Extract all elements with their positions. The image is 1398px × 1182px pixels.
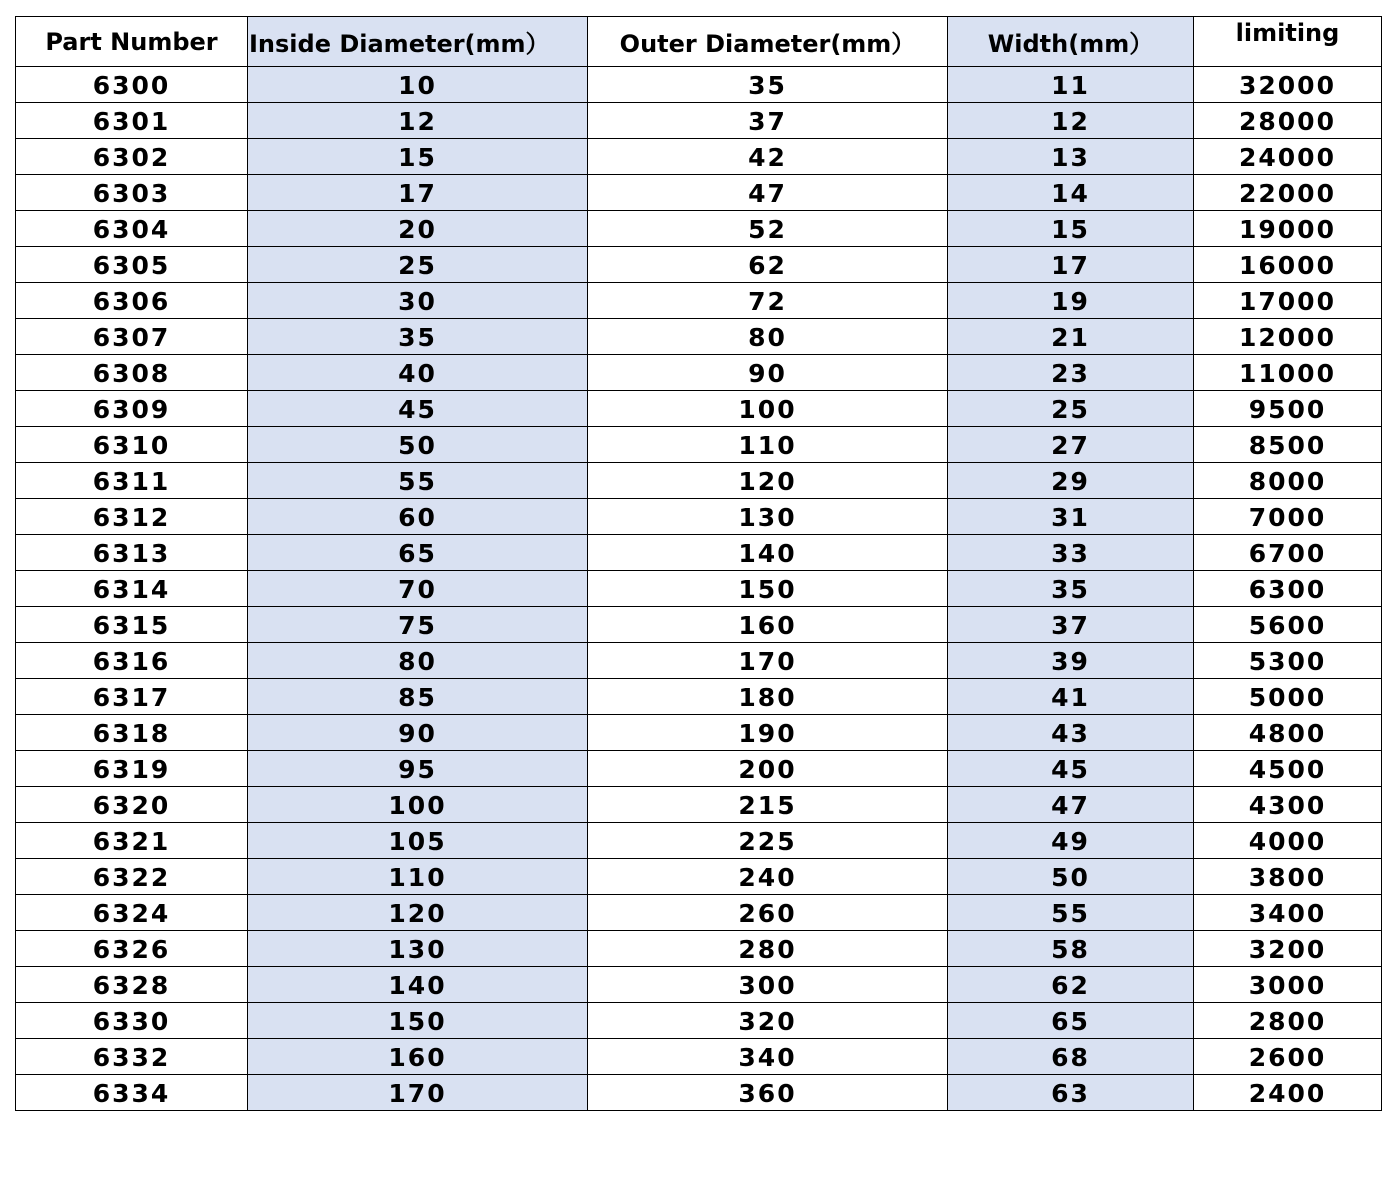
part-number-cell: 6313 [16,535,248,571]
table-row [16,679,1382,715]
header-part-number: Part Number [16,17,248,67]
table-body [16,67,1382,1111]
part-number-cell: 6332 [16,1039,248,1075]
inside-diameter-cell: 60 [248,499,588,535]
table-row [16,427,1382,463]
limiting-cell: 4500 [1194,751,1382,787]
outer-diameter-cell: 90 [588,355,948,391]
limiting-cell: 19000 [1194,211,1382,247]
limiting-cell: 5000 [1194,679,1382,715]
outer-diameter-cell: 215 [588,787,948,823]
width-cell: 29 [948,463,1194,499]
table-row [16,895,1382,931]
table-row [16,967,1382,1003]
part-number-cell: 6316 [16,643,248,679]
limiting-cell: 8000 [1194,463,1382,499]
inside-diameter-cell: 140 [248,967,588,1003]
width-cell: 13 [948,139,1194,175]
width-cell: 58 [948,931,1194,967]
table-row [16,283,1382,319]
inside-diameter-cell: 10 [248,67,588,103]
outer-diameter-cell: 52 [588,211,948,247]
width-cell: 63 [948,1075,1194,1111]
header-limiting: limiting [1194,17,1382,67]
table-row [16,319,1382,355]
part-number-cell: 6328 [16,967,248,1003]
inside-diameter-cell: 65 [248,535,588,571]
part-number-cell: 6317 [16,679,248,715]
outer-diameter-cell: 180 [588,679,948,715]
inside-diameter-cell: 35 [248,319,588,355]
part-number-cell: 6330 [16,1003,248,1039]
width-cell: 39 [948,643,1194,679]
inside-diameter-cell: 100 [248,787,588,823]
part-number-cell: 6304 [16,211,248,247]
table-row [16,607,1382,643]
table-row [16,139,1382,175]
inside-diameter-cell: 45 [248,391,588,427]
limiting-cell: 3200 [1194,931,1382,967]
inside-diameter-cell: 170 [248,1075,588,1111]
outer-diameter-cell: 62 [588,247,948,283]
inside-diameter-cell: 130 [248,931,588,967]
table-row [16,1039,1382,1075]
table-row [16,715,1382,751]
outer-diameter-cell: 360 [588,1075,948,1111]
width-cell: 49 [948,823,1194,859]
part-number-cell: 6318 [16,715,248,751]
table-header-row [16,17,1382,67]
inside-diameter-cell: 80 [248,643,588,679]
table-row [16,931,1382,967]
limiting-cell: 3000 [1194,967,1382,1003]
table-row [16,247,1382,283]
limiting-cell: 9500 [1194,391,1382,427]
outer-diameter-cell: 260 [588,895,948,931]
width-cell: 21 [948,319,1194,355]
outer-diameter-cell: 190 [588,715,948,751]
limiting-cell: 22000 [1194,175,1382,211]
part-number-cell: 6308 [16,355,248,391]
outer-diameter-cell: 170 [588,643,948,679]
limiting-cell: 12000 [1194,319,1382,355]
width-cell: 27 [948,427,1194,463]
part-number-cell: 6319 [16,751,248,787]
part-number-cell: 6315 [16,607,248,643]
outer-diameter-cell: 340 [588,1039,948,1075]
limiting-cell: 2600 [1194,1039,1382,1075]
inside-diameter-cell: 95 [248,751,588,787]
part-number-cell: 6310 [16,427,248,463]
outer-diameter-cell: 130 [588,499,948,535]
limiting-cell: 24000 [1194,139,1382,175]
part-number-cell: 6322 [16,859,248,895]
limiting-cell: 3400 [1194,895,1382,931]
outer-diameter-cell: 150 [588,571,948,607]
outer-diameter-cell: 140 [588,535,948,571]
limiting-cell: 4300 [1194,787,1382,823]
limiting-cell: 32000 [1194,67,1382,103]
table-row [16,175,1382,211]
limiting-cell: 5600 [1194,607,1382,643]
part-number-cell: 6311 [16,463,248,499]
inside-diameter-cell: 105 [248,823,588,859]
table-row [16,1003,1382,1039]
outer-diameter-cell: 300 [588,967,948,1003]
inside-diameter-cell: 20 [248,211,588,247]
table-row [16,787,1382,823]
bearing-spec-table [15,16,1382,1111]
inside-diameter-cell: 55 [248,463,588,499]
table-row [16,751,1382,787]
limiting-cell: 2800 [1194,1003,1382,1039]
part-number-cell: 6321 [16,823,248,859]
table-row [16,67,1382,103]
part-number-cell: 6320 [16,787,248,823]
inside-diameter-cell: 50 [248,427,588,463]
table-row [16,859,1382,895]
limiting-cell: 17000 [1194,283,1382,319]
width-cell: 41 [948,679,1194,715]
outer-diameter-cell: 72 [588,283,948,319]
width-cell: 12 [948,103,1194,139]
inside-diameter-cell: 120 [248,895,588,931]
width-cell: 14 [948,175,1194,211]
limiting-cell: 3800 [1194,859,1382,895]
width-cell: 31 [948,499,1194,535]
outer-diameter-cell: 320 [588,1003,948,1039]
part-number-cell: 6301 [16,103,248,139]
table-row [16,103,1382,139]
part-number-cell: 6302 [16,139,248,175]
width-cell: 65 [948,1003,1194,1039]
inside-diameter-cell: 40 [248,355,588,391]
width-cell: 68 [948,1039,1194,1075]
width-cell: 62 [948,967,1194,1003]
outer-diameter-cell: 110 [588,427,948,463]
table-row [16,355,1382,391]
limiting-cell: 7000 [1194,499,1382,535]
limiting-cell: 16000 [1194,247,1382,283]
part-number-cell: 6314 [16,571,248,607]
outer-diameter-cell: 47 [588,175,948,211]
width-cell: 43 [948,715,1194,751]
table-row [16,463,1382,499]
outer-diameter-cell: 35 [588,67,948,103]
part-number-cell: 6306 [16,283,248,319]
table-row [16,499,1382,535]
limiting-cell: 11000 [1194,355,1382,391]
outer-diameter-cell: 160 [588,607,948,643]
inside-diameter-cell: 17 [248,175,588,211]
inside-diameter-cell: 30 [248,283,588,319]
width-cell: 11 [948,67,1194,103]
width-cell: 25 [948,391,1194,427]
limiting-cell: 6300 [1194,571,1382,607]
table-row [16,643,1382,679]
part-number-cell: 6312 [16,499,248,535]
width-cell: 23 [948,355,1194,391]
table-row [16,1075,1382,1111]
part-number-cell: 6307 [16,319,248,355]
part-number-cell: 6305 [16,247,248,283]
width-cell: 33 [948,535,1194,571]
width-cell: 47 [948,787,1194,823]
inside-diameter-cell: 70 [248,571,588,607]
header-outer-diameter: Outer Diameter(mm） [588,17,948,67]
table-row [16,571,1382,607]
part-number-cell: 6303 [16,175,248,211]
limiting-cell: 4800 [1194,715,1382,751]
inside-diameter-cell: 90 [248,715,588,751]
part-number-cell: 6309 [16,391,248,427]
limiting-cell: 6700 [1194,535,1382,571]
outer-diameter-cell: 120 [588,463,948,499]
limiting-cell: 5300 [1194,643,1382,679]
width-cell: 15 [948,211,1194,247]
outer-diameter-cell: 240 [588,859,948,895]
inside-diameter-cell: 25 [248,247,588,283]
inside-diameter-cell: 150 [248,1003,588,1039]
part-number-cell: 6300 [16,67,248,103]
header-width: Width(mm） [948,17,1194,67]
limiting-cell: 4000 [1194,823,1382,859]
part-number-cell: 6324 [16,895,248,931]
width-cell: 50 [948,859,1194,895]
table-row [16,391,1382,427]
part-number-cell: 6334 [16,1075,248,1111]
inside-diameter-cell: 85 [248,679,588,715]
outer-diameter-cell: 280 [588,931,948,967]
inside-diameter-cell: 12 [248,103,588,139]
outer-diameter-cell: 37 [588,103,948,139]
outer-diameter-cell: 80 [588,319,948,355]
width-cell: 17 [948,247,1194,283]
width-cell: 45 [948,751,1194,787]
limiting-cell: 2400 [1194,1075,1382,1111]
table-row [16,823,1382,859]
inside-diameter-cell: 15 [248,139,588,175]
inside-diameter-cell: 110 [248,859,588,895]
outer-diameter-cell: 100 [588,391,948,427]
limiting-cell: 8500 [1194,427,1382,463]
width-cell: 37 [948,607,1194,643]
header-inside-diameter: Inside Diameter(mm） [248,17,588,67]
table-row [16,535,1382,571]
inside-diameter-cell: 75 [248,607,588,643]
width-cell: 35 [948,571,1194,607]
width-cell: 19 [948,283,1194,319]
inside-diameter-cell: 160 [248,1039,588,1075]
part-number-cell: 6326 [16,931,248,967]
outer-diameter-cell: 42 [588,139,948,175]
width-cell: 55 [948,895,1194,931]
table-row [16,211,1382,247]
outer-diameter-cell: 225 [588,823,948,859]
outer-diameter-cell: 200 [588,751,948,787]
limiting-cell: 28000 [1194,103,1382,139]
